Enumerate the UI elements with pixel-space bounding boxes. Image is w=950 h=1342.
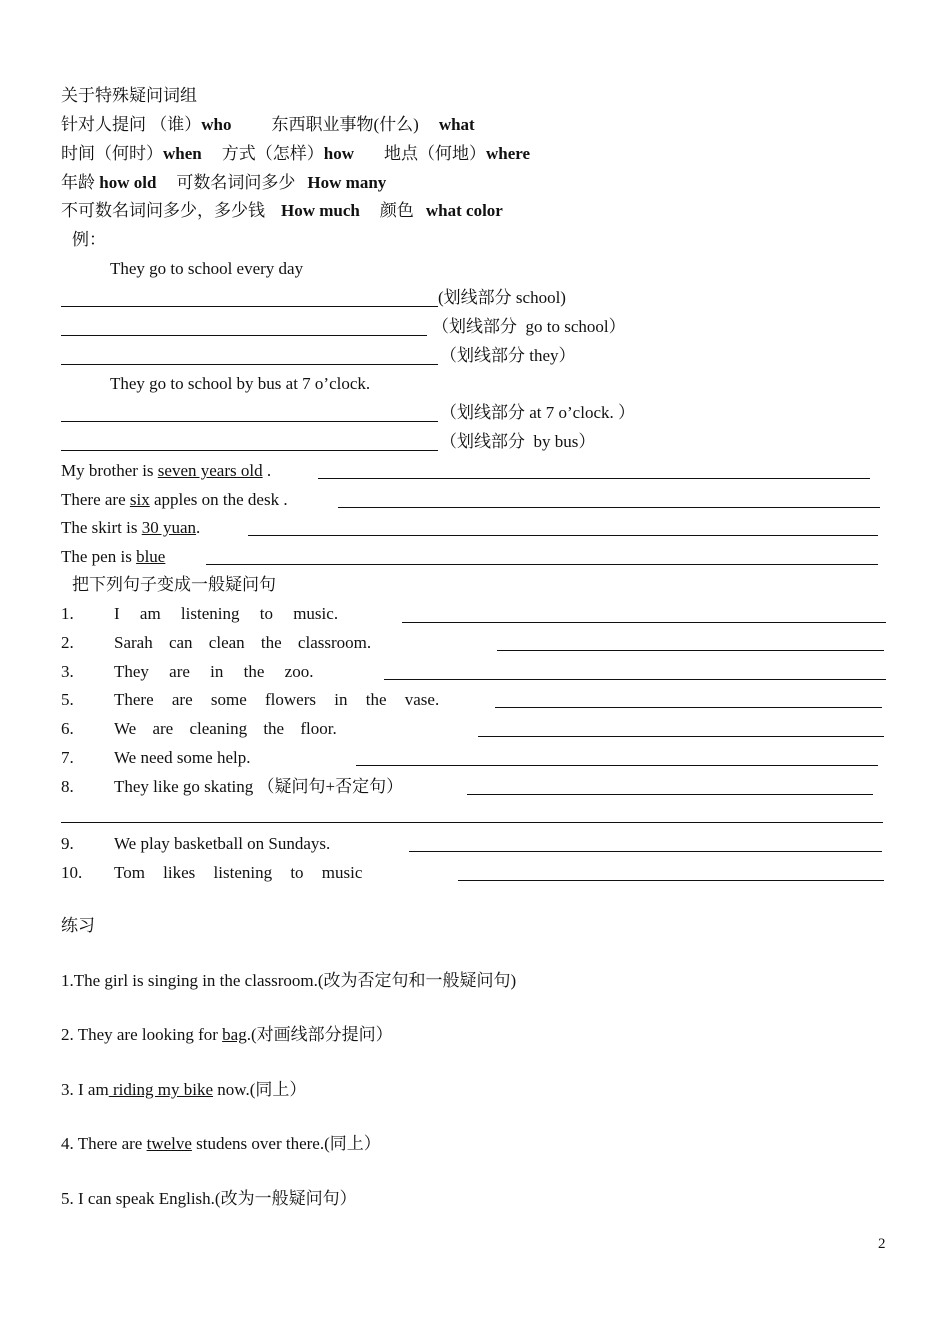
answer-blank[interactable] xyxy=(61,335,427,336)
section-title: 练习 xyxy=(61,916,95,935)
hint: （划线部分 go to school） xyxy=(432,317,626,336)
practice-item: 5. I can speak English.(改为一般疑问句） xyxy=(61,1189,357,1208)
page-number: 2 xyxy=(878,1236,886,1252)
question-item: 9. We play basketball on Sundays. xyxy=(61,834,331,853)
section-title: 把下列句子变成一般疑问句 xyxy=(72,575,276,594)
answer-blank[interactable] xyxy=(338,507,880,508)
rule-when-how-where: 时间（何时）when 方式（怎样）how 地点（何地）where xyxy=(61,144,531,163)
question-item: 1. I am listening to music. xyxy=(61,604,339,623)
answer-blank[interactable] xyxy=(495,707,882,708)
practice-item: 4. There are twelve studens over there.(同上） xyxy=(61,1134,381,1153)
answer-blank[interactable] xyxy=(497,650,884,651)
answer-blank[interactable] xyxy=(478,736,884,737)
answer-blank[interactable] xyxy=(467,794,873,795)
hint: （划线部分 at 7 o’clock. ） xyxy=(440,403,635,422)
hint: (划线部分 school) xyxy=(438,288,566,307)
question-item: 8. They like go skating （疑问句+否定句） xyxy=(61,777,404,796)
answer-blank[interactable] xyxy=(61,421,438,422)
underline-question: There are six apples on the desk . xyxy=(61,490,288,509)
answer-blank[interactable] xyxy=(61,822,883,823)
example-sentence-1: They go to school every day xyxy=(110,259,304,278)
underline-question: The skirt is 30 yuan. xyxy=(61,518,201,537)
rule-how-much-color: 不可数名词问多少，多少钱 How much 颜色 what color xyxy=(61,201,503,220)
answer-blank[interactable] xyxy=(61,306,438,307)
question-item: 10. Tom likes listening to music xyxy=(61,863,363,882)
answer-blank[interactable] xyxy=(318,478,870,479)
rule-how-old-many: 年龄 how old 可数名词问多少 How many xyxy=(61,173,387,192)
answer-blank[interactable] xyxy=(206,564,878,565)
example-label: 例： xyxy=(72,230,106,249)
hint: （划线部分 they） xyxy=(440,346,576,365)
answer-blank[interactable] xyxy=(61,450,438,451)
question-item: 2. Sarah can clean the classroom. xyxy=(61,633,372,652)
question-item: 3. They are in the zoo. xyxy=(61,662,314,681)
question-item: 5. There are some flowers in the vase. xyxy=(61,690,440,709)
answer-blank[interactable] xyxy=(409,851,882,852)
underline-question: My brother is seven years old . xyxy=(61,461,272,480)
question-item: 6. We are cleaning the floor. xyxy=(61,719,337,738)
answer-blank[interactable] xyxy=(402,622,886,623)
section-title: 关于特殊疑问词组 xyxy=(61,86,197,105)
example-sentence-2: They go to school by bus at 7 o’clock. xyxy=(110,374,371,393)
answer-blank[interactable] xyxy=(356,765,878,766)
hint: （划线部分 by bus） xyxy=(440,432,596,451)
answer-blank[interactable] xyxy=(458,880,884,881)
practice-item: 1.The girl is singing in the classroom.(改为否定句和一般疑问句) xyxy=(61,971,517,990)
answer-blank[interactable] xyxy=(384,679,886,680)
practice-item: 2. They are looking for bag.(对画线部分提问） xyxy=(61,1025,393,1044)
answer-blank[interactable] xyxy=(248,535,878,536)
underline-question: The pen is blue xyxy=(61,547,166,566)
question-item: 7. We need some help. xyxy=(61,748,251,767)
rule-who-what: 针对人提问 （谁）who 东西职业事物(什么) what xyxy=(61,115,475,134)
practice-item: 3. I am riding my bike now.(同上） xyxy=(61,1080,307,1099)
answer-blank[interactable] xyxy=(61,364,438,365)
